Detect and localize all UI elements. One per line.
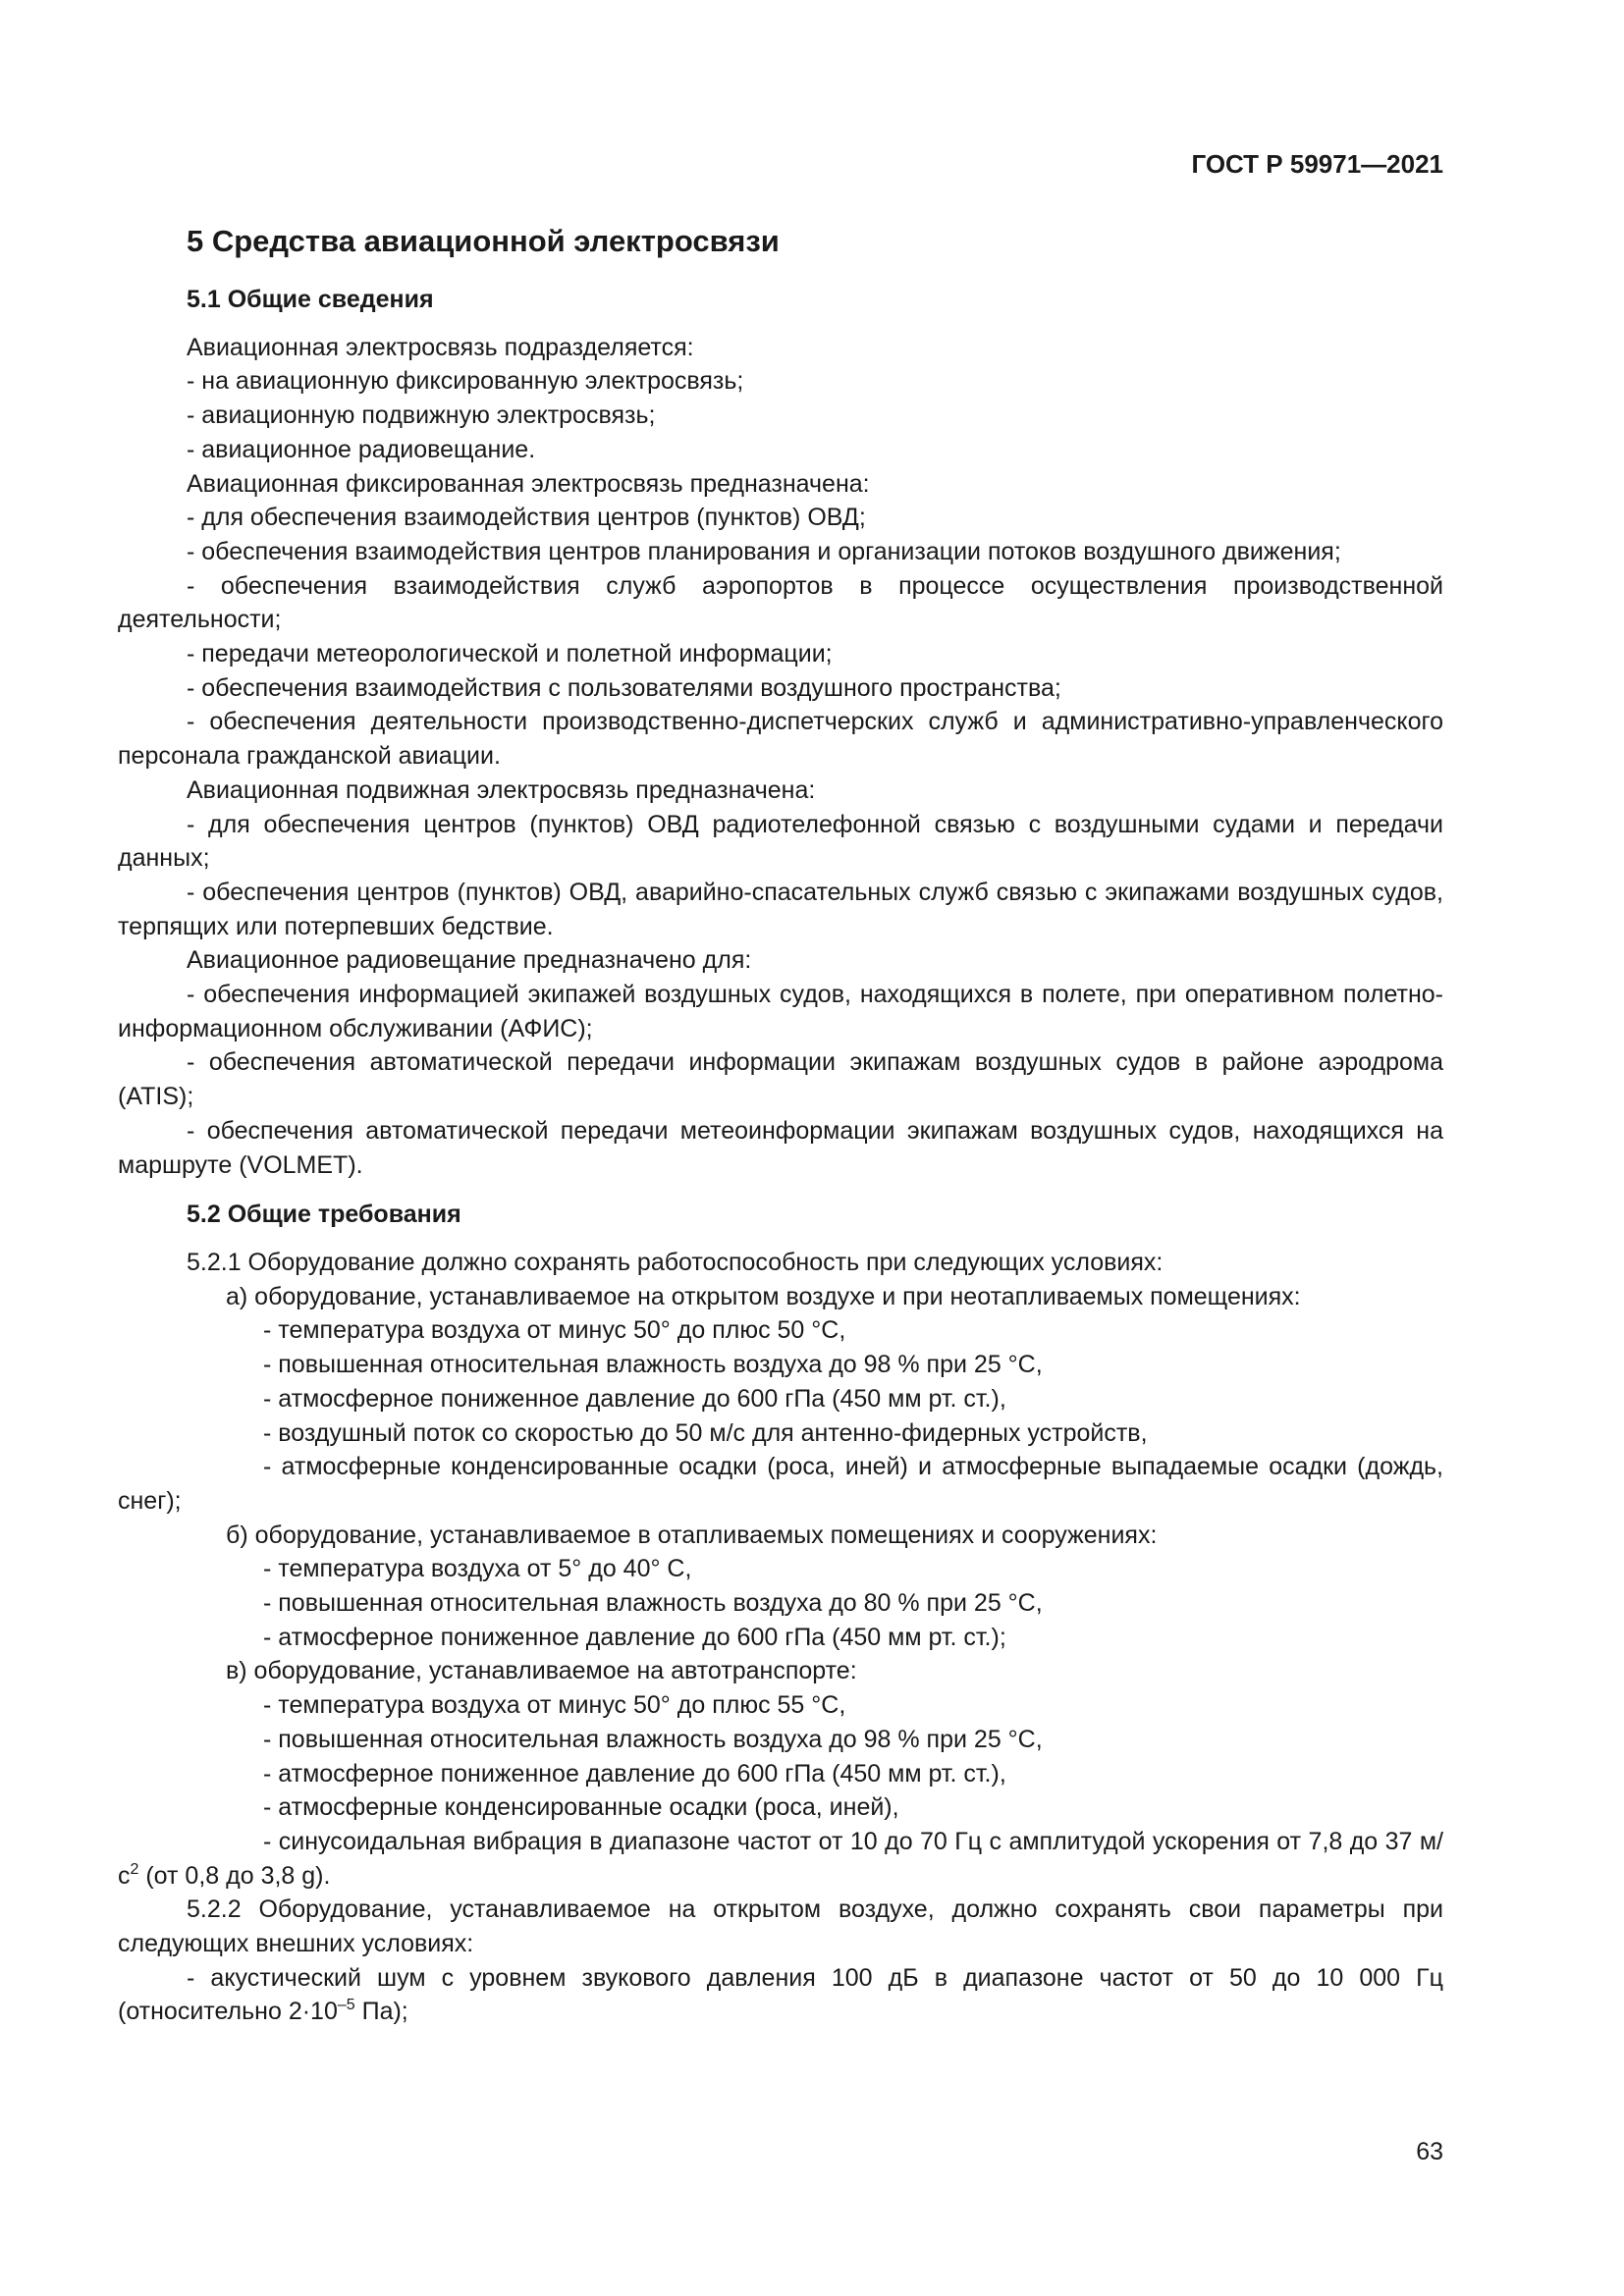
list-item: - для обеспечения центров (пунктов) ОВД радиотелефонной связью с воздушными судами и передачи данных; [118,810,1443,873]
list-item: - авиационную подвижную электросвязь; [187,401,656,430]
list-item: - для обеспечения взаимодействия центров (пунктов) ОВД; [187,504,866,532]
list-item: - обеспечения взаимодействия с пользователями воздушного пространства; [187,673,1061,702]
list-item: - передачи метеорологической и полетной информации; [187,640,833,668]
subsection-title-5-1: 5.1 Общие сведения [187,286,434,313]
paragraph: Авиационная фиксированная электросвязь предназначена: [187,469,870,498]
vibration-text: - синусоидальная вибрация в диапазоне частот от 10 до 70 Гц с амплитудой ускорения от 7,8 до 37 м/с [118,1827,1443,1890]
list-item: - температура воздуха от минус 50° до плюс 55 °С, [263,1691,846,1720]
list-item: - обеспечения информацией экипажей воздушных судов, находящихся в полете, при оперативном полетно-информационном обслуживании (АФИС); [118,981,1443,1042]
list-heading-b: б) оборудование, устанавливаемое в отапливаемых помещениях и сооружениях: [226,1521,1158,1549]
vibration-text-end: (от 0,8 до 3,8 g). [138,1861,331,1890]
list-item: - обеспечения взаимодействия служб аэропортов в процессе осуществления производственной деятельности; [118,571,1443,634]
document-body [118,222,1443,2029]
paragraph: Авиационная подвижная электросвязь предназначена: [187,775,816,804]
list-item: - обеспечения взаимодействия центров планирования и организации потоков воздушного движения; [187,537,1341,565]
list-item: - повышенная относительная влажность воздуха до 98 % при 25 °С, [263,1351,1043,1379]
list-item: - авиационное радиовещание. [187,435,536,463]
list-item: - атмосферные конденсированные осадки (роса, иней) и атмосферные выпадаемые осадки (дождь, снег); [118,1453,1443,1515]
list-item-noise [118,1961,1443,2029]
list-item: - атмосферные конденсированные осадки (роса, иней), [263,1793,899,1822]
list-heading-a: а) оборудование, устанавливаемое на открытом воздухе и при неотапливаемых помещениях: [226,1282,1301,1310]
paragraph: 5.2.1 Оборудование должно сохранять работоспособность при следующих условиях: [187,1248,1164,1276]
list-item: - обеспечения деятельности производственно-диспетчерских служб и административно-управленческого персонала гражданской авиации. [118,708,1443,771]
list-item: - повышенная относительная влажность воздуха до 98 % при 25 °С, [263,1725,1043,1753]
section-title: 5 Средства авиационной электросвязи [187,224,780,258]
noise-text-end: Па); [354,1998,408,2026]
superscript: –5 [337,1997,355,2014]
paragraph: Авиационное радиовещание предназначено для: [187,946,752,975]
list-item: - воздушный поток со скоростью до 50 м/с для антенно-фидерных устройств, [263,1418,1148,1447]
list-item: - обеспечения автоматической передачи информации экипажам воздушных судов в районе аэродрома (ATIS); [118,1048,1443,1111]
list-item: - обеспечения автоматической передачи метеоинформации экипажам воздушных судов, находящихся на маршруте (VOLMET). [118,1116,1443,1179]
list-item: - на авиационную фиксированную электросвязь; [187,367,744,396]
list-heading-c: в) оборудование, устанавливаемое на автотранспорте: [226,1657,857,1685]
list-item: - атмосферное пониженное давление до 600 гПа (450 мм рт. ст.); [263,1623,1006,1651]
paragraph: Авиационная электросвязь подразделяется: [187,333,694,361]
list-item: - обеспечения центров (пунктов) ОВД, аварийно-спасательных служб связью с экипажами воздушных судов, терпящих или потерпевших бедствие. [118,878,1443,940]
list-item: - температура воздуха от минус 50° до плюс 50 °С, [263,1316,846,1345]
list-item: - температура воздуха от 5° до 40° С, [263,1555,692,1583]
subsection-title-5-2: 5.2 Общие требования [187,1201,461,1229]
superscript: 2 [130,1860,139,1878]
list-item: - атмосферное пониженное давление до 600 гПа (450 мм рт. ст.), [263,1759,1006,1788]
noise-text: - акустический шум с уровнем звукового давления 100 дБ в диапазоне частот от 50 до 10 000 Гц (относительно 2·10 [118,1963,1443,2026]
list-item: - повышенная относительная влажность воздуха до 80 % при 25 °С, [263,1589,1043,1618]
paragraph: 5.2.2 Оборудование, устанавливаемое на открытом воздухе, должно сохранять свои параметры при следующих внешних условиях: [118,1896,1443,1958]
list-item: - атмосферное пониженное давление до 600 гПа (450 мм рт. ст.), [263,1384,1006,1413]
page-number: 63 [1416,2138,1443,2165]
page-header-code: ГОСТ Р 59971—2021 [1191,149,1443,179]
list-item-vibration [118,1825,1443,1893]
